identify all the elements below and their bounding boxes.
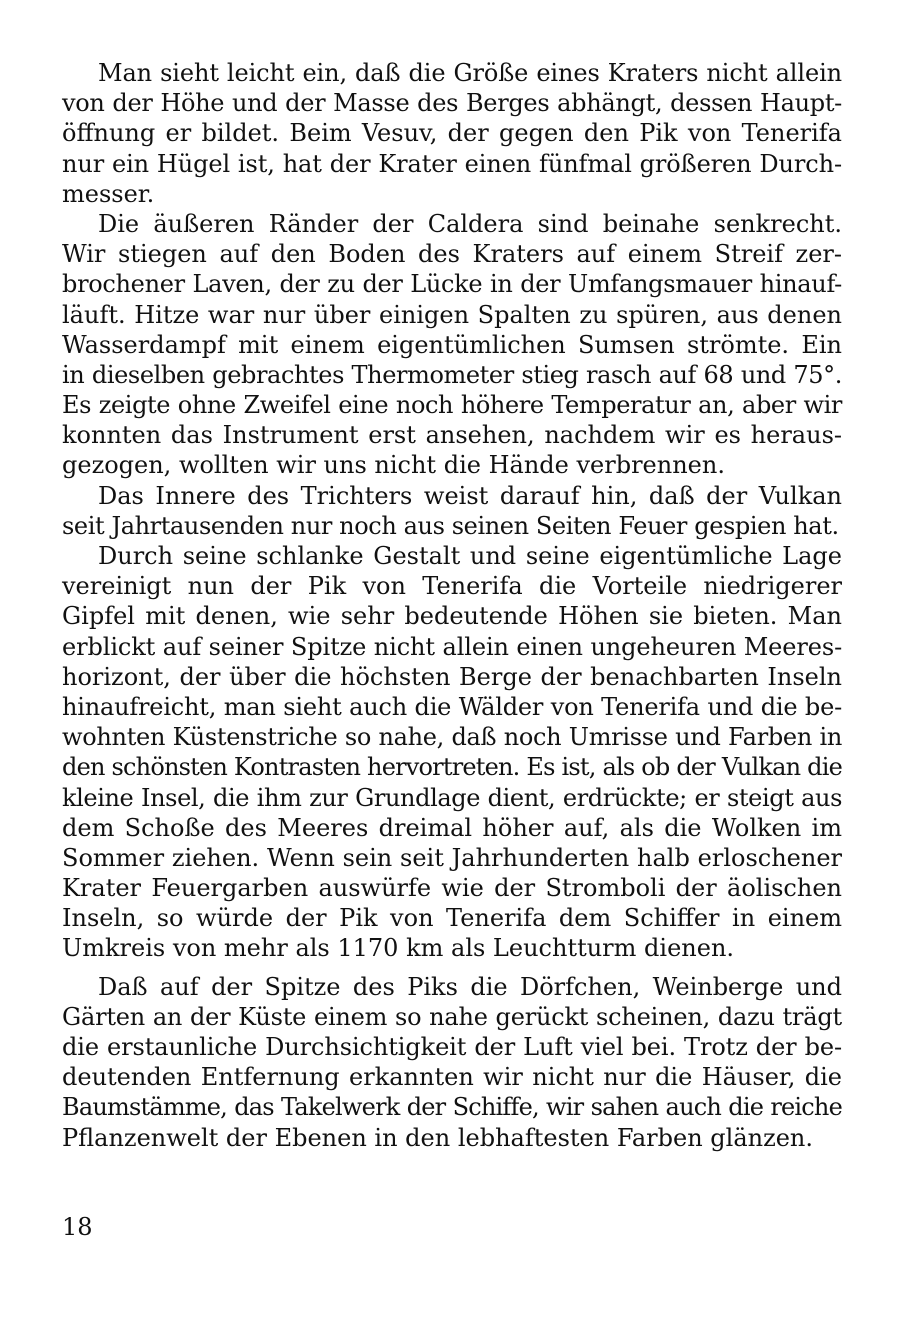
text-line: Das Innere des Trichters weist darauf hin, daß der Vulkan <box>98 481 842 510</box>
text-line: Krater Feuergarben auswürfe wie der Stromboli der äolischen <box>62 874 842 903</box>
text-line: Baumstämme, das Takelwerk der Schiffe, wir sahen auch die reiche <box>62 1093 842 1122</box>
text-line: Daß auf der Spitze des Piks die Dörfchen, Weinberge und <box>98 972 842 1001</box>
text-line: die erstaunliche Durchsichtigkeit der Luft viel bei. Trotz der be- <box>62 1033 842 1061</box>
text-line: läuft. Hitze war nur über einigen Spalten zu spüren, aus denen <box>62 300 842 329</box>
text-line: gezogen, wollten wir uns nicht die Hände verbrennen. <box>62 451 725 480</box>
text-line: Inseln, so würde der Pik von Tenerifa dem Schiffer in einem <box>62 904 842 933</box>
text-line: Die äußeren Ränder der Caldera sind beinahe senkrecht. <box>98 209 842 238</box>
text-line: dem Schoße des Meeres dreimal höher auf, als die Wolken im <box>62 813 842 842</box>
text-line: Umkreis von mehr als 1170 km als Leuchtturm dienen. <box>62 934 735 963</box>
paragraph-4 <box>62 541 842 964</box>
text-line: in dieselben gebrachtes Thermometer stieg rasch auf 68 und 75°. <box>62 360 842 389</box>
text-line: Man sieht leicht ein, daß die Größe eines Kraters nicht allein <box>98 59 842 87</box>
text-line: messer. <box>62 179 155 208</box>
text-line: von der Höhe und der Masse des Berges abhängt, dessen Haupt- <box>62 89 842 118</box>
text-line: Wasserdampf mit einem eigentümlichen Sumsen strömte. Ein <box>62 330 842 359</box>
text-line: brochener Laven, der zu der Lücke in der Umfangsmauer hinauf- <box>62 270 842 299</box>
text-line: Sommer ziehen. Wenn sein seit Jahrhunderten halb erloschener <box>62 843 842 872</box>
paragraph-5 <box>62 972 842 1153</box>
text-line: öffnung er bildet. Beim Vesuv, der gegen den Pik von Tenerifa <box>62 119 842 148</box>
paragraph-3 <box>62 481 842 541</box>
text-line: hinaufreicht, man sieht auch die Wälder von Tenerifa und die be- <box>62 692 842 721</box>
text-line: kleine Insel, die ihm zur Grundlage dient, erdrückte; er steigt aus <box>62 783 842 812</box>
paragraph-2 <box>62 209 842 481</box>
text-line: Pflanzenwelt der Ebenen in den lebhaftesten Farben glänzen. <box>62 1123 814 1152</box>
text-line: Durch seine schlanke Gestalt und seine eigentümliche Lage <box>98 542 842 570</box>
paragraph-1 <box>62 58 842 209</box>
body-text <box>62 58 842 1153</box>
text-line: konnten das Instrument erst ansehen, nachdem wir es heraus- <box>62 421 842 450</box>
page-number: 18 <box>62 1213 93 1241</box>
text-line: seit Jahrtausenden nur noch aus seinen Seiten Feuer gespien hat. <box>62 511 839 540</box>
text-line: Wir stiegen auf den Boden des Kraters auf einem Streif zer- <box>62 240 842 269</box>
text-line: Gipfel mit denen, wie sehr bedeutende Höhen sie bieten. Man <box>62 602 842 631</box>
text-line: nur ein Hügel ist, hat der Krater einen fünfmal größeren Durch- <box>62 149 842 178</box>
text-line: Gärten an der Küste einem so nahe gerückt scheinen, dazu trägt <box>62 1002 842 1031</box>
text-line: deutenden Entfernung erkannten wir nicht nur die Häuser, die <box>62 1063 842 1092</box>
text-line: wohnten Küstenstriche so nahe, daß noch Umrisse und Farben in <box>62 723 842 752</box>
text-line: vereinigt nun der Pik von Tenerifa die Vorteile niedrigerer <box>62 572 842 601</box>
text-line: erblickt auf seiner Spitze nicht allein einen ungeheuren Meeres- <box>62 632 843 661</box>
text-line: den schönsten Kontrasten hervortreten. Es ist, als ob der Vulkan die <box>62 753 842 782</box>
text-line: horizont, der über die höchsten Berge der benachbarten Inseln <box>62 662 842 691</box>
text-line: Es zeigte ohne Zweifel eine noch höhere Temperatur an, aber wir <box>62 391 842 420</box>
